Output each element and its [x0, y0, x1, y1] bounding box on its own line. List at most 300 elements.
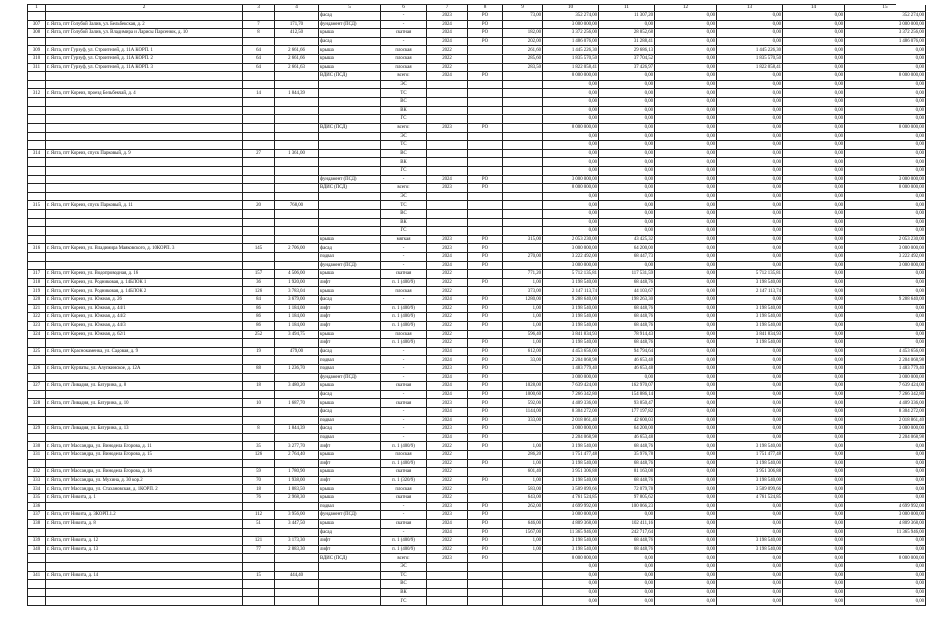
row-number-cell: [28, 219, 46, 228]
table-cell: 42 600,03: [599, 417, 655, 426]
table-cell: -: [381, 391, 427, 400]
table-cell: [319, 563, 381, 572]
table-cell: ГС: [381, 597, 427, 606]
table-cell: 0,00: [599, 98, 655, 107]
table-cell: 0,00: [717, 399, 783, 408]
column-number-header: 15: [845, 5, 926, 12]
address-cell: г. Ялта, пгт Голубой Залив, ул. Владимира и Ларисы Парсенюк, д. 10: [46, 29, 243, 38]
table-cell: 0,00: [845, 468, 926, 477]
row-number-cell: [28, 158, 46, 167]
table-cell: [319, 133, 381, 142]
table-cell: 3 000 000,00: [543, 244, 599, 253]
row-number-cell: [28, 98, 46, 107]
table-cell: 0,00: [717, 348, 783, 357]
table-cell: 2024: [427, 262, 468, 271]
address-cell: г. Ялта, пгт Никита, д. 14: [46, 572, 243, 581]
table-cell: 0,00: [717, 107, 783, 116]
table-cell: 0,00: [655, 339, 717, 348]
column-number-header: 5: [319, 5, 381, 12]
table-cell: 0,00: [655, 460, 717, 469]
address-cell: г. Ялта, пгт Кореиз, ул. Южная, д. 44/3: [46, 322, 243, 331]
table-cell: 0,00: [783, 589, 845, 598]
table-cell: 2022: [427, 494, 468, 503]
table-cell: [468, 141, 503, 150]
table-cell: [243, 210, 275, 219]
address-cell: г. Ялта, пгт Никита, д. 13: [46, 546, 243, 555]
table-cell: 373,00: [503, 287, 543, 296]
table-cell: РО: [468, 503, 503, 512]
table-cell: 0,00: [783, 219, 845, 228]
table-cell: [243, 72, 275, 81]
table-cell: РО: [468, 391, 503, 400]
table-cell: РО: [468, 124, 503, 133]
table-cell: 0,00: [717, 520, 783, 529]
table-cell: 315,00: [503, 236, 543, 245]
table-cell: 1 445 226,30: [717, 46, 783, 55]
table-cell: 0,00: [783, 408, 845, 417]
table-cell: 8 000 000,00: [845, 72, 926, 81]
table-cell: РО: [468, 348, 503, 357]
table-cell: [243, 167, 275, 176]
table-cell: [275, 339, 319, 348]
table-cell: 0,00: [655, 167, 717, 176]
table-cell: 68 448,76: [599, 322, 655, 331]
table-cell: плоская: [381, 451, 427, 460]
row-number-cell: [28, 227, 46, 236]
address-cell: г. Ялта, пгт Кореиз, спуск Парковый, д. 11: [46, 201, 243, 210]
table-cell: [468, 485, 503, 494]
table-cell: 0,00: [845, 322, 926, 331]
table-cell: [503, 176, 543, 185]
table-cell: 0,00: [717, 29, 783, 38]
table-cell: 64: [243, 64, 275, 73]
table-cell: 0,00: [845, 167, 926, 176]
address-cell: г. Ялта, пгт Кореиз, ул. Родниковая, д. 14БЛОК 2: [46, 287, 243, 296]
table-cell: фасад: [319, 425, 381, 434]
table-cell: [243, 580, 275, 589]
table-cell: всего:: [381, 124, 427, 133]
column-number-header: 11: [599, 5, 655, 12]
row-number-cell: [28, 356, 46, 365]
table-cell: РО: [468, 176, 503, 185]
table-cell: 19: [243, 348, 275, 357]
table-cell: 0,00: [599, 572, 655, 581]
table-cell: 2022: [427, 322, 468, 331]
table-cell: 2 883,30: [275, 546, 319, 555]
column-number-header: 9: [503, 5, 543, 12]
row-number-cell: [28, 107, 46, 116]
table-cell: 0,00: [783, 72, 845, 81]
table-cell: 2022: [427, 339, 468, 348]
table-cell: 1 486 076,00: [543, 38, 599, 47]
row-number-cell: [28, 210, 46, 219]
table-cell: ВК: [381, 219, 427, 228]
table-cell: [427, 227, 468, 236]
table-cell: [243, 434, 275, 443]
address-cell: [46, 184, 243, 193]
table-cell: 0,00: [655, 485, 717, 494]
table-cell: фундамент (ПСД): [319, 511, 381, 520]
table-cell: 0,00: [599, 597, 655, 606]
table-cell: ВДИС (ПСД): [319, 124, 381, 133]
table-cell: 0,00: [845, 81, 926, 90]
table-cell: 3 000 000,00: [845, 425, 926, 434]
table-cell: ВС: [381, 98, 427, 107]
table-cell: 0,00: [655, 270, 717, 279]
table-cell: 0,00: [783, 21, 845, 30]
table-cell: 3 000 000,00: [845, 176, 926, 185]
table-cell: [243, 339, 275, 348]
table-cell: 8: [243, 425, 275, 434]
table-cell: 1 844,39: [275, 89, 319, 98]
table-cell: [468, 580, 503, 589]
table-cell: [243, 184, 275, 193]
table-cell: крыша: [319, 287, 381, 296]
address-cell: г. Ялта, пгт Кореиз, ул. Южная, д. 26: [46, 296, 243, 305]
table-cell: -: [381, 176, 427, 185]
column-number-header: 8: [468, 5, 503, 12]
table-cell: 2024: [427, 348, 468, 357]
table-cell: 5 712 135,81: [543, 270, 599, 279]
table-cell: 3 447,50: [275, 520, 319, 529]
table-cell: 70: [243, 477, 275, 486]
table-cell: [275, 124, 319, 133]
table-cell: [275, 417, 319, 426]
table-cell: 0,00: [717, 374, 783, 383]
table-cell: [427, 158, 468, 167]
table-cell: 0,00: [783, 382, 845, 391]
table-cell: 2022: [427, 55, 468, 64]
table-cell: 3 198 540,00: [717, 442, 783, 451]
table-cell: [243, 115, 275, 124]
table-cell: [275, 503, 319, 512]
table-cell: 0,00: [845, 46, 926, 55]
table-cell: 2022: [427, 546, 468, 555]
table-cell: ВК: [381, 107, 427, 116]
table-cell: лифт: [319, 546, 381, 555]
table-cell: [243, 589, 275, 598]
table-cell: 2023: [427, 503, 468, 512]
table-cell: 0,00: [599, 81, 655, 90]
table-cell: 2024: [427, 391, 468, 400]
table-cell: 0,00: [655, 494, 717, 503]
table-cell: крыша: [319, 451, 381, 460]
table-cell: 3 198 540,00: [543, 313, 599, 322]
table-cell: 68 448,76: [599, 305, 655, 314]
table-cell: п. 1 (400/9): [381, 313, 427, 322]
table-cell: 2022: [427, 313, 468, 322]
table-cell: 0,00: [845, 477, 926, 486]
table-cell: 3 480,20: [275, 382, 319, 391]
table-cell: [468, 201, 503, 210]
table-cell: 1 483 779,40: [543, 365, 599, 374]
table-cell: 2024: [427, 408, 468, 417]
table-cell: 0,00: [543, 158, 599, 167]
table-cell: 0,00: [783, 133, 845, 142]
table-cell: 0,00: [655, 554, 717, 563]
address-cell: [46, 589, 243, 598]
table-cell: [503, 21, 543, 30]
table-cell: 64: [243, 55, 275, 64]
table-cell: [503, 115, 543, 124]
row-number-cell: 337: [28, 511, 46, 520]
table-cell: [427, 193, 468, 202]
table-cell: 592,00: [503, 399, 543, 408]
table-cell: 0,00: [655, 107, 717, 116]
table-cell: 0,00: [717, 356, 783, 365]
row-number-cell: 339: [28, 537, 46, 546]
table-cell: 270,00: [503, 253, 543, 262]
table-cell: 81 163,08: [599, 468, 655, 477]
table-cell: 0,00: [783, 305, 845, 314]
table-cell: 0,00: [543, 572, 599, 581]
row-number-cell: 332: [28, 468, 46, 477]
table-cell: скатная: [381, 29, 427, 38]
table-cell: 1 835 570,50: [717, 55, 783, 64]
table-cell: 285,60: [503, 55, 543, 64]
table-cell: 0,00: [783, 563, 845, 572]
table-cell: 2024: [427, 72, 468, 81]
table-cell: [503, 107, 543, 116]
table-cell: лифт: [319, 322, 381, 331]
table-cell: [275, 141, 319, 150]
table-cell: 0,00: [655, 520, 717, 529]
table-cell: РО: [468, 262, 503, 271]
table-cell: 2022: [427, 460, 468, 469]
table-cell: 171,70: [275, 21, 319, 30]
table-cell: 0,00: [717, 434, 783, 443]
table-cell: 2 968,30: [275, 494, 319, 503]
table-cell: фасад: [319, 38, 381, 47]
table-cell: 2023: [427, 399, 468, 408]
table-cell: РО: [468, 296, 503, 305]
table-cell: 64 200,00: [599, 425, 655, 434]
table-cell: лифт: [319, 313, 381, 322]
table-cell: 0,00: [783, 167, 845, 176]
table-cell: 126: [243, 287, 275, 296]
table-cell: 8 304 272,00: [543, 408, 599, 417]
table-cell: [243, 176, 275, 185]
table-cell: 68 448,76: [599, 546, 655, 555]
table-cell: лифт: [319, 339, 381, 348]
table-cell: плоская: [381, 331, 427, 340]
address-cell: [46, 580, 243, 589]
row-number-cell: [28, 38, 46, 47]
table-cell: [243, 563, 275, 572]
table-cell: 0,00: [845, 442, 926, 451]
row-number-cell: [28, 580, 46, 589]
address-cell: г. Ялта, пгт Кореиз, ул. Южная, д. 44/2: [46, 313, 243, 322]
table-cell: 0,00: [783, 262, 845, 271]
table-cell: 0,00: [599, 72, 655, 81]
table-cell: 412,50: [275, 29, 319, 38]
table-cell: РО: [468, 520, 503, 529]
table-cell: 68 448,76: [599, 537, 655, 546]
column-number-header: 12: [655, 5, 717, 12]
row-number-cell: [28, 374, 46, 383]
table-cell: 0,00: [599, 227, 655, 236]
table-cell: 2 147 113,74: [543, 287, 599, 296]
table-cell: 28 852,68: [599, 29, 655, 38]
table-cell: 4 809 368,00: [845, 520, 926, 529]
table-cell: 0,00: [845, 597, 926, 606]
column-number-header: 7: [427, 5, 468, 12]
table-cell: 0,00: [655, 580, 717, 589]
table-cell: [468, 227, 503, 236]
table-cell: 2022: [427, 287, 468, 296]
table-cell: [319, 227, 381, 236]
table-cell: 0,00: [599, 201, 655, 210]
table-cell: 0,00: [717, 382, 783, 391]
table-cell: 0,00: [655, 391, 717, 400]
table-cell: скатная: [381, 468, 427, 477]
table-cell: 0,00: [599, 193, 655, 202]
table-cell: 0,00: [783, 38, 845, 47]
table-cell: 0,00: [783, 322, 845, 331]
table-cell: [468, 597, 503, 606]
table-cell: 596,40: [503, 331, 543, 340]
table-cell: [468, 468, 503, 477]
table-cell: 0,00: [783, 287, 845, 296]
table-cell: 1,00: [503, 279, 543, 288]
table-cell: 0,00: [845, 98, 926, 107]
table-cell: 18: [243, 382, 275, 391]
table-cell: РО: [468, 425, 503, 434]
table-cell: [319, 597, 381, 606]
address-cell: [46, 356, 243, 365]
table-cell: п. 1 (400/9): [381, 322, 427, 331]
table-cell: [468, 287, 503, 296]
table-cell: -: [381, 244, 427, 253]
row-number-cell: [28, 460, 46, 469]
table-cell: 0,00: [655, 219, 717, 228]
table-cell: 8 000 000,00: [543, 72, 599, 81]
table-cell: ГС: [381, 115, 427, 124]
table-cell: 46 653,48: [599, 365, 655, 374]
table-cell: 0,00: [655, 597, 717, 606]
address-cell: г. Ялта, пгт Никита, д. 1: [46, 494, 243, 503]
table-cell: [503, 262, 543, 271]
row-number-cell: 328: [28, 399, 46, 408]
table-cell: 1 445 226,30: [543, 46, 599, 55]
table-cell: [503, 374, 543, 383]
table-cell: п. 1 (400/9): [381, 305, 427, 314]
table-cell: 0,00: [783, 520, 845, 529]
table-cell: 0,00: [655, 141, 717, 150]
table-cell: 0,00: [783, 442, 845, 451]
table-cell: 86: [243, 322, 275, 331]
table-cell: [319, 572, 381, 581]
table-cell: ВС: [381, 580, 427, 589]
table-cell: крыша: [319, 468, 381, 477]
table-cell: крыша: [319, 64, 381, 73]
table-cell: 5 712 135,81: [717, 270, 783, 279]
address-cell: г. Ялта, пгт Массандра, ул. Винодела Егорова, д. 11: [46, 442, 243, 451]
table-cell: 0,00: [655, 434, 717, 443]
table-cell: 31 288,41: [599, 38, 655, 47]
table-cell: [275, 356, 319, 365]
table-cell: 64: [243, 46, 275, 55]
table-cell: 0,00: [783, 485, 845, 494]
table-cell: 612,00: [503, 348, 543, 357]
table-cell: [275, 227, 319, 236]
table-cell: 1,00: [503, 460, 543, 469]
table-cell: 0,00: [717, 554, 783, 563]
table-cell: [503, 81, 543, 90]
row-number-cell: 341: [28, 572, 46, 581]
table-cell: 0,00: [717, 597, 783, 606]
table-cell: 0,00: [783, 460, 845, 469]
row-number-cell: 338: [28, 520, 46, 529]
table-cell: 11 307,20: [599, 12, 655, 21]
table-cell: 88: [243, 365, 275, 374]
table-cell: 0,00: [845, 219, 926, 228]
table-cell: 0,00: [845, 133, 926, 142]
table-cell: 3 372 256,00: [845, 29, 926, 38]
table-cell: 8: [243, 29, 275, 38]
address-cell: [46, 38, 243, 47]
table-cell: 0,00: [655, 210, 717, 219]
table-cell: 93 850,47: [599, 399, 655, 408]
table-cell: п. 1 (400/9): [381, 279, 427, 288]
table-cell: 0,00: [783, 451, 845, 460]
table-cell: 0,00: [543, 98, 599, 107]
table-cell: РО: [468, 184, 503, 193]
table-cell: [503, 150, 543, 159]
table-cell: 0,00: [717, 201, 783, 210]
table-cell: 9 288 640,00: [543, 296, 599, 305]
table-cell: 0,00: [599, 150, 655, 159]
table-cell: 0,00: [845, 546, 926, 555]
table-cell: 0,00: [543, 141, 599, 150]
table-cell: [243, 408, 275, 417]
address-cell: [46, 503, 243, 512]
table-cell: 0,00: [717, 81, 783, 90]
table-cell: 0,00: [783, 64, 845, 73]
table-cell: 97 805,62: [599, 494, 655, 503]
table-cell: ВС: [381, 150, 427, 159]
table-cell: [243, 38, 275, 47]
row-number-cell: 322: [28, 313, 46, 322]
address-cell: [46, 81, 243, 90]
column-number-header: 10: [543, 5, 599, 12]
table-cell: -: [381, 408, 427, 417]
table-cell: [319, 98, 381, 107]
table-cell: 0,00: [717, 167, 783, 176]
table-cell: 0,00: [655, 374, 717, 383]
table-cell: 0,00: [717, 244, 783, 253]
table-cell: 0,00: [717, 98, 783, 107]
address-cell: [46, 554, 243, 563]
table-cell: 3 679,00: [275, 296, 319, 305]
table-cell: [503, 167, 543, 176]
table-cell: 0,00: [783, 365, 845, 374]
table-cell: 283,50: [503, 64, 543, 73]
table-cell: 1 780,90: [275, 468, 319, 477]
table-cell: [503, 133, 543, 142]
table-cell: п. 1 (400/9): [381, 442, 427, 451]
table-cell: [427, 167, 468, 176]
table-cell: 1,00: [503, 305, 543, 314]
table-cell: 4 699 992,00: [845, 503, 926, 512]
table-cell: 68 447,73: [599, 253, 655, 262]
table-cell: 0,00: [783, 374, 845, 383]
table-cell: 3 198 540,00: [543, 305, 599, 314]
table-cell: 4 409 336,00: [845, 399, 926, 408]
table-cell: 3 509 099,66: [717, 485, 783, 494]
table-cell: 3 000 000,00: [543, 511, 599, 520]
table-cell: 3 841 834,93: [543, 331, 599, 340]
